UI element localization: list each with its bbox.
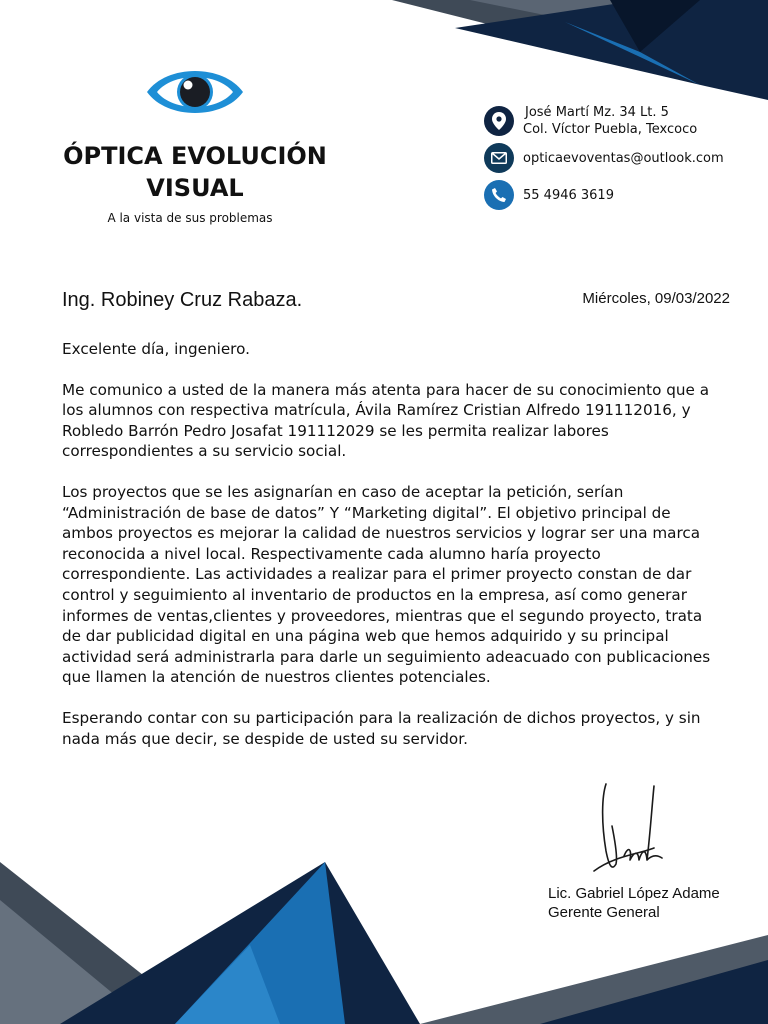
greeting: Excelente día, ingeniero. bbox=[62, 340, 250, 358]
contact-email bbox=[484, 143, 724, 173]
envelope-icon bbox=[484, 143, 514, 173]
eye-logo-icon bbox=[145, 62, 245, 122]
handwritten-signature bbox=[584, 776, 694, 881]
paragraph-1: Me comunico a usted de la manera más atenta para hacer de su conocimiento que a los alumnos con respectiva matrícula, Ávila Ramírez Cristian Alfredo 191112016, y Robledo Barrón Pedro Josafat 191112029 se les permita realizar labores correspondientes a su servicio social. bbox=[62, 380, 710, 461]
contact-phone bbox=[484, 180, 614, 210]
signer-name: Lic. Gabriel López Adame bbox=[548, 885, 720, 902]
phone-icon bbox=[484, 180, 514, 210]
paragraph-3: Esperando contar con su participación para la realización de dichos proyectos, y sin nada más que decir, se despide de usted su servidor. bbox=[62, 708, 701, 748]
letter-body bbox=[62, 339, 722, 769]
signer-title: Gerente General bbox=[548, 904, 660, 921]
contact-address bbox=[484, 104, 697, 138]
paragraph-2: Los proyectos que se les asignarían en caso de aceptar la petición, serían “Administración de base de datos” Y “Marketing digital”. El objetivo principal de ambos proyectos es mejorar la calidad de nuestros servicios y lograr ser una marca reconocida a nivel local. Respectivamente cada alumno haría proyecto correspondiente. Las actividades a realizar para el primer proyecto constan de dar control y seguimiento al inventario de productos en la empresa, así como generar informes de ventas,clientes y proveedores, mientras que el segundo proyecto, trata de dar publicidad digital en una página web que hemos adquirido y su principal actividad será administrarla para darle un seguimiento adeacuado con publicaciones que llamen la atención de nuestros clientes potenciales. bbox=[62, 482, 711, 687]
recipient-name: Ing. Robiney Cruz Rabaza. bbox=[62, 289, 303, 311]
email-text[interactable]: opticaevoventas@outlook.com bbox=[523, 150, 724, 166]
address-line2: Col. Víctor Puebla, Texcoco bbox=[523, 122, 698, 137]
map-pin-icon bbox=[484, 106, 514, 136]
company-name-line1: ÓPTICA EVOLUCIÓN bbox=[63, 142, 327, 170]
company-name bbox=[30, 140, 360, 204]
company-name-line2: VISUAL bbox=[146, 174, 244, 202]
letter-date: Miércoles, 09/03/2022 bbox=[582, 290, 730, 307]
signer-block bbox=[548, 884, 720, 922]
company-slogan: A la vista de sus problemas bbox=[107, 211, 273, 225]
address-line1: José Martí Mz. 34 Lt. 5 bbox=[525, 105, 669, 120]
phone-text[interactable]: 55 4946 3619 bbox=[523, 187, 614, 203]
address-text bbox=[523, 104, 697, 138]
